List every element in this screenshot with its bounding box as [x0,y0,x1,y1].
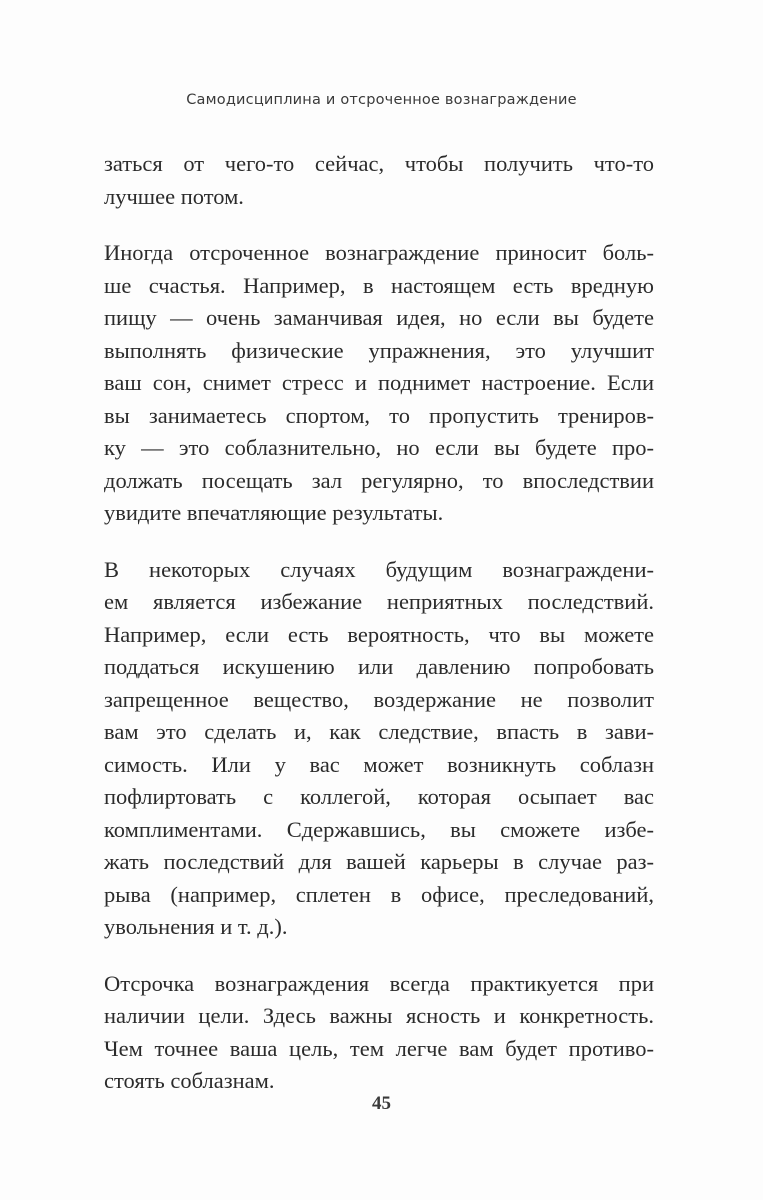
text-line: жать последствий для вашей карьеры в случае раз- [104,849,654,874]
text-line: рыва (например, сплетен в офисе, преследований, [104,881,654,907]
text-line: ваш сон, снимет стресс и поднимет настроение. Если [104,370,654,395]
text-line: ку — это соблазнительно, но если вы будете про- [104,435,654,460]
paragraph-2 [104,237,654,530]
paragraph-1 [104,148,654,213]
text-line: пищу — очень заманчивая идея, но если вы будете [104,305,654,330]
text-line: увольнения и т. д.). [104,914,288,939]
text-line: Отсрочка вознаграждения всегда практикуется при [104,970,654,996]
running-head: Самодисциплина и отсроченное вознаграждение [186,92,577,108]
text-line: стоять соблазнам. [104,1068,275,1093]
page-number: 45 [372,1093,391,1114]
text-line: увидите впечатляющие результаты. [104,500,444,525]
text-line: наличии цели. Здесь важны ясность и конкретность. [104,1003,654,1028]
text-line: комплиментами. Сдержавшись, вы сможете избе- [104,816,654,842]
text-line: ше счастья. Например, в настоящем есть вредную [104,272,654,298]
text-line: лучшее потом. [104,183,244,209]
text-line: заться от чего-то сейчас, чтобы получить что-то [104,151,654,176]
text-line: ем является избежание неприятных последствий. [104,589,654,614]
text-line: Иногда отсроченное вознаграждение приносит боль- [104,240,654,265]
paragraph-3 [104,554,654,944]
text-line: В некоторых случаях будущим вознаграждени- [104,556,654,582]
body-text [104,148,654,1122]
text-line: пофлиртовать с коллегой, которая осыпает вас [104,784,654,809]
text-line: поддаться искушению или давлению попробовать [104,654,654,679]
text-line: должать посещать зал регулярно, то впоследствии [104,467,654,493]
text-line: запрещенное вещество, воздержание не позволит [104,686,654,712]
text-line: симость. Или у вас может возникнуть соблазн [104,751,654,777]
text-line: вам это сделать и, как следствие, впасть в зави- [104,719,654,744]
paragraph-4 [104,968,654,1098]
text-line: Например, если есть вероятность, что вы можете [104,621,654,647]
text-line: Чем точнее ваша цель, тем легче вам будет противо- [104,1035,654,1061]
text-line: выполнять физические упражнения, это улучшит [104,337,654,363]
text-line: вы занимаетесь спортом, то пропустить трениров- [104,402,654,428]
